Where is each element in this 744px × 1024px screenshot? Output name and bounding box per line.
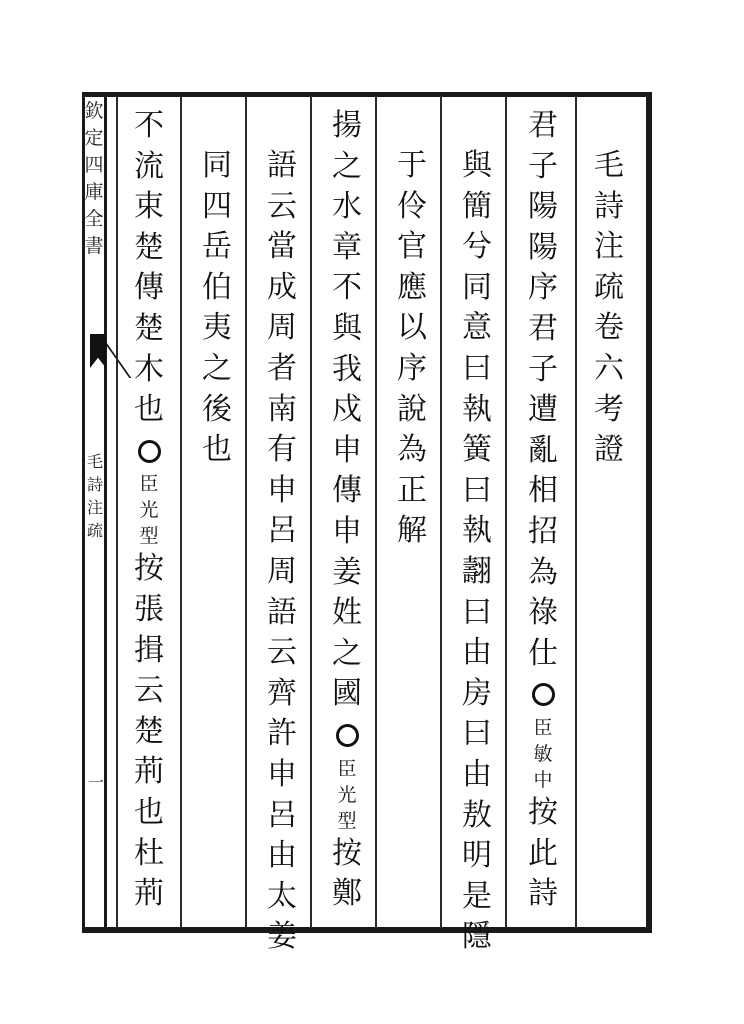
text-segment bbox=[454, 146, 500, 958]
character: 按 bbox=[134, 551, 164, 587]
character: 楚 bbox=[134, 310, 164, 346]
character: 與 bbox=[462, 148, 492, 183]
text-segment bbox=[324, 106, 370, 715]
character: 相 bbox=[528, 473, 558, 509]
character: 陽 bbox=[528, 229, 558, 265]
character: 岳 bbox=[202, 229, 232, 265]
text-segment bbox=[586, 146, 632, 471]
character: 伶 bbox=[397, 188, 427, 224]
gutter-title-char: 書 bbox=[84, 235, 104, 257]
character: 也 bbox=[134, 794, 164, 830]
character: 臣 bbox=[337, 757, 357, 780]
circle-mark bbox=[520, 674, 566, 715]
character: 執 bbox=[462, 513, 492, 549]
character: 亂 bbox=[528, 432, 558, 468]
character: 光 bbox=[337, 783, 357, 806]
character: 戍 bbox=[332, 392, 362, 428]
character: 陽 bbox=[528, 189, 558, 225]
text-column-7 bbox=[194, 146, 240, 471]
character: 後 bbox=[202, 391, 232, 427]
character: 解 bbox=[397, 513, 427, 549]
text-segment bbox=[126, 106, 172, 431]
text-segment bbox=[389, 146, 435, 552]
character: 申 bbox=[267, 472, 297, 508]
character: 曰 bbox=[462, 594, 492, 630]
character: 者 bbox=[267, 350, 297, 386]
column-rule bbox=[505, 96, 507, 928]
character: 曰 bbox=[462, 350, 492, 386]
character: 考 bbox=[594, 391, 624, 427]
character: 木 bbox=[134, 351, 164, 387]
character: 與 bbox=[332, 310, 362, 346]
character: 由 bbox=[462, 756, 492, 792]
character: 毛 bbox=[594, 148, 624, 183]
character: 章 bbox=[332, 229, 362, 265]
character: 簡 bbox=[462, 188, 492, 224]
character: 招 bbox=[528, 513, 558, 549]
character: 翿 bbox=[462, 553, 492, 589]
character: 夷 bbox=[202, 310, 232, 346]
character: 簧 bbox=[462, 432, 492, 468]
character: 語 bbox=[267, 148, 297, 183]
text-column-8 bbox=[126, 106, 172, 915]
character: 國 bbox=[332, 676, 362, 712]
gutter-title-char: 欽 bbox=[84, 100, 104, 122]
character: 型 bbox=[139, 525, 159, 548]
text-column-1 bbox=[586, 146, 632, 471]
character: 流 bbox=[134, 148, 164, 184]
character: 詩 bbox=[528, 876, 558, 912]
gutter-title-char: 全 bbox=[84, 208, 104, 230]
character: 申 bbox=[267, 756, 297, 792]
character: 注 bbox=[594, 229, 624, 265]
character: 應 bbox=[397, 269, 427, 305]
character: 張 bbox=[134, 591, 164, 627]
text-column-6 bbox=[259, 146, 305, 958]
character: 傳 bbox=[332, 473, 362, 509]
character: 南 bbox=[267, 391, 297, 427]
character: 敏 bbox=[533, 742, 553, 765]
character: 荊 bbox=[134, 754, 164, 790]
gutter-title-char: 四 bbox=[84, 154, 104, 176]
gutter-title-char: 庫 bbox=[84, 181, 104, 203]
character: 呂 bbox=[267, 513, 297, 549]
text-segment bbox=[520, 793, 566, 915]
character: 由 bbox=[462, 635, 492, 671]
character: 明 bbox=[462, 838, 492, 874]
character: 束 bbox=[134, 189, 164, 225]
character: 也 bbox=[202, 432, 232, 468]
character: 以 bbox=[397, 310, 427, 346]
character: 正 bbox=[397, 472, 427, 508]
character: 于 bbox=[397, 148, 427, 183]
column-rule bbox=[180, 96, 182, 928]
character: 同 bbox=[202, 148, 232, 183]
annotator-name bbox=[126, 471, 172, 549]
character: 房 bbox=[462, 675, 492, 711]
text-segment bbox=[324, 834, 370, 915]
gutter-book-char: 詩 bbox=[86, 475, 103, 494]
character: 也 bbox=[134, 392, 164, 428]
gutter-title-char: 定 bbox=[84, 127, 104, 149]
frame-top-border bbox=[82, 92, 652, 97]
character: 鄭 bbox=[332, 876, 362, 912]
character: 是 bbox=[462, 878, 492, 914]
column-rule bbox=[116, 96, 118, 928]
fishtail-diagonal bbox=[79, 340, 132, 378]
character: 說 bbox=[397, 391, 427, 427]
character: 此 bbox=[528, 835, 558, 871]
character: 由 bbox=[267, 838, 297, 874]
gutter-collection-title bbox=[84, 98, 104, 260]
character: 序 bbox=[397, 350, 427, 386]
character: 仕 bbox=[528, 635, 558, 671]
character: 曰 bbox=[462, 716, 492, 752]
text-segment bbox=[259, 146, 305, 958]
gutter-book-char: 毛 bbox=[86, 452, 103, 471]
character: 之 bbox=[332, 635, 362, 671]
text-column-3 bbox=[454, 146, 500, 958]
character: 君 bbox=[528, 310, 558, 346]
character: 周 bbox=[267, 310, 297, 346]
column-rule bbox=[575, 96, 577, 928]
character: 不 bbox=[332, 270, 362, 306]
character: 同 bbox=[462, 269, 492, 305]
character: 有 bbox=[267, 432, 297, 468]
character: 我 bbox=[332, 351, 362, 387]
character: 執 bbox=[462, 391, 492, 427]
character: 申 bbox=[332, 432, 362, 468]
character: 云 bbox=[134, 673, 164, 709]
character: 之 bbox=[202, 350, 232, 386]
text-column-5 bbox=[324, 106, 370, 915]
gutter-folio-number: 一 bbox=[88, 773, 105, 792]
character: 型 bbox=[337, 809, 357, 832]
text-column-2 bbox=[520, 106, 566, 915]
column-rule bbox=[310, 96, 312, 928]
frame-right-border bbox=[646, 92, 652, 933]
character: 楚 bbox=[134, 713, 164, 749]
character: 曰 bbox=[462, 472, 492, 508]
character: 兮 bbox=[462, 229, 492, 265]
character: 周 bbox=[267, 553, 297, 589]
text-segment bbox=[194, 146, 240, 471]
character: 齊 bbox=[267, 675, 297, 711]
text-column-4 bbox=[389, 146, 435, 552]
character: 序 bbox=[528, 270, 558, 306]
character: 揚 bbox=[332, 108, 362, 143]
annotator-name bbox=[324, 756, 370, 834]
character: 許 bbox=[267, 716, 297, 752]
character: 按 bbox=[332, 835, 362, 871]
column-rule bbox=[245, 96, 247, 928]
character: 臣 bbox=[533, 716, 553, 739]
character: 臣 bbox=[139, 473, 159, 496]
text-segment bbox=[520, 106, 566, 674]
character: 語 bbox=[267, 594, 297, 630]
character: 按 bbox=[528, 794, 558, 830]
character: 意 bbox=[462, 310, 492, 346]
column-rule bbox=[440, 96, 442, 928]
character: 荊 bbox=[134, 876, 164, 912]
character: 疏 bbox=[594, 269, 624, 305]
character: 遭 bbox=[528, 392, 558, 428]
character: 君 bbox=[528, 108, 558, 143]
character: 敖 bbox=[462, 797, 492, 833]
gutter-book-char: 疏 bbox=[86, 521, 103, 540]
character: 揖 bbox=[134, 632, 164, 668]
character: 六 bbox=[594, 350, 624, 386]
character: 之 bbox=[332, 148, 362, 184]
character: 云 bbox=[267, 188, 297, 224]
character: 姜 bbox=[267, 919, 297, 955]
character: 光 bbox=[139, 499, 159, 522]
character: 子 bbox=[528, 148, 558, 184]
character: 四 bbox=[202, 188, 232, 224]
character: 杜 bbox=[134, 835, 164, 871]
character: 卷 bbox=[594, 310, 624, 346]
circle-mark bbox=[126, 431, 172, 472]
annotator-name bbox=[520, 715, 566, 793]
character: 云 bbox=[267, 635, 297, 671]
character: 申 bbox=[332, 513, 362, 549]
character: 楚 bbox=[134, 229, 164, 265]
character: 子 bbox=[528, 351, 558, 387]
gutter-book-char: 注 bbox=[86, 498, 103, 517]
frame-bottom-border bbox=[82, 927, 652, 933]
character: 隱 bbox=[462, 919, 492, 955]
character: 姓 bbox=[332, 595, 362, 631]
character: 傳 bbox=[134, 270, 164, 306]
circle-mark bbox=[324, 715, 370, 756]
character: 當 bbox=[267, 229, 297, 265]
character: 證 bbox=[594, 432, 624, 468]
column-rule bbox=[375, 96, 377, 928]
character: 太 bbox=[267, 878, 297, 914]
character: 伯 bbox=[202, 269, 232, 305]
character: 不 bbox=[134, 108, 164, 143]
character: 為 bbox=[397, 432, 427, 468]
character: 成 bbox=[267, 269, 297, 305]
character: 中 bbox=[533, 768, 553, 791]
gutter-book-title bbox=[84, 450, 106, 542]
character: 祿 bbox=[528, 595, 558, 631]
character: 官 bbox=[397, 229, 427, 265]
character: 呂 bbox=[267, 797, 297, 833]
character: 詩 bbox=[594, 188, 624, 224]
character: 姜 bbox=[332, 554, 362, 590]
character: 為 bbox=[528, 554, 558, 590]
character: 水 bbox=[332, 189, 362, 225]
text-segment bbox=[126, 549, 172, 914]
